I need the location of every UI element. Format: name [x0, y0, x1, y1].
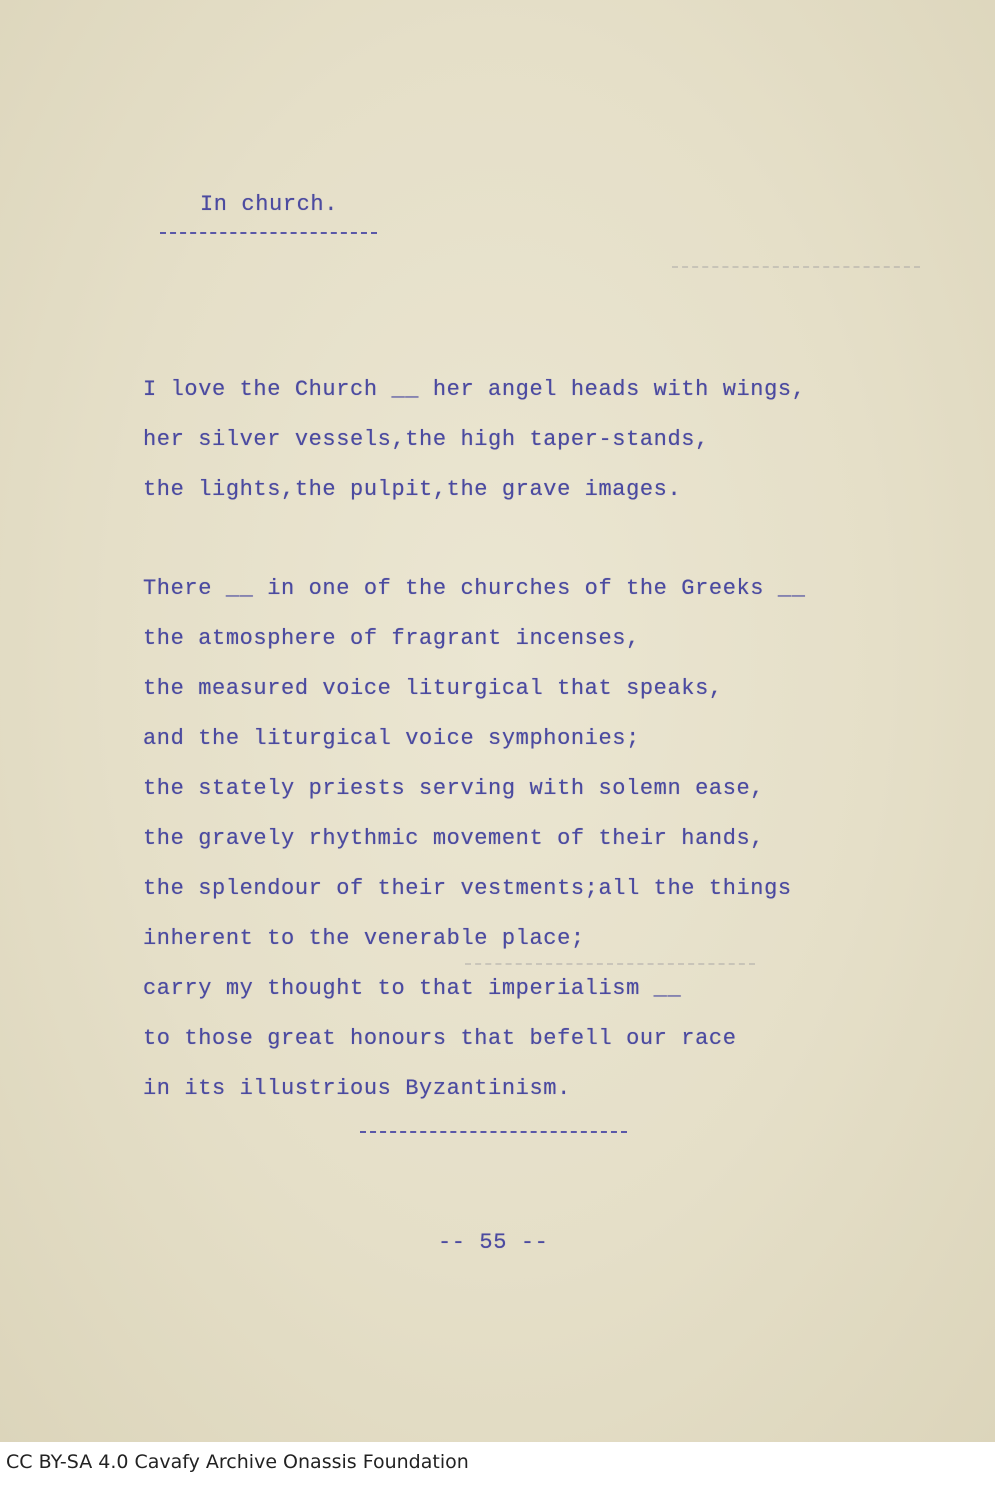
stanza: [143, 564, 903, 1114]
poem-line: the measured voice liturgical that speaks,: [143, 676, 723, 701]
poem-line: There __ in one of the churches of the Greeks __: [143, 576, 806, 601]
show-through-rule: [672, 266, 920, 268]
poem-line: I love the Church __ her angel heads with wings,: [143, 377, 806, 402]
poem-line: inherent to the venerable place;: [143, 926, 585, 951]
stanza: [143, 365, 903, 515]
poem-line: the gravely rhythmic movement of their hands,: [143, 826, 765, 851]
footer-bar: [0, 1442, 995, 1485]
page-number: -- 55 --: [438, 1230, 549, 1255]
poem-line: the splendour of their vestments;all the things: [143, 876, 792, 901]
poem-line: carry my thought to that imperialism __: [143, 976, 682, 1001]
title-underline: [160, 232, 377, 234]
license-credit: CC BY-SA 4.0 Cavafy Archive Onassis Foundation: [6, 1451, 469, 1473]
poem-line: the atmosphere of fragrant incenses,: [143, 626, 640, 651]
poem-line: the lights,the pulpit,the grave images.: [143, 477, 682, 502]
poem-line: the stately priests serving with solemn ease,: [143, 776, 765, 801]
closing-rule: [360, 1131, 627, 1133]
poem-line: her silver vessels,the high taper-stands,: [143, 427, 709, 452]
poem-body: [143, 365, 903, 1163]
poem-title: In church.: [200, 192, 339, 217]
poem-line: in its illustrious Byzantinism.: [143, 1076, 571, 1101]
poem-line: and the liturgical voice symphonies;: [143, 726, 640, 751]
poem-line: to those great honours that befell our race: [143, 1026, 737, 1051]
